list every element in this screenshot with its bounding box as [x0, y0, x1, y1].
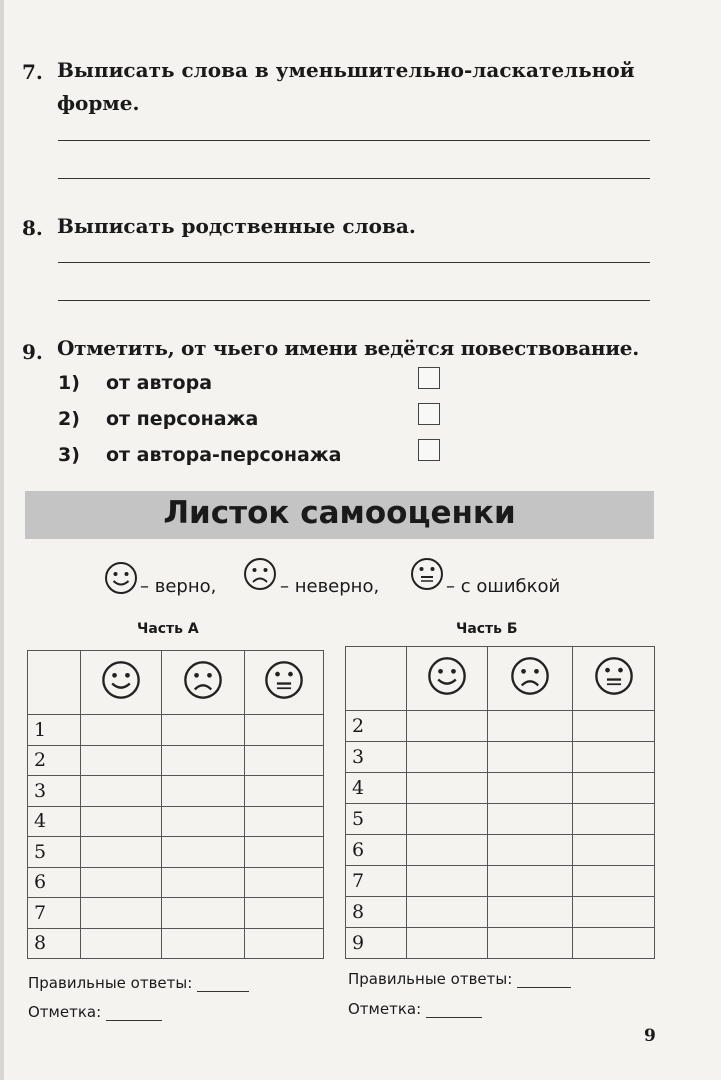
answer-cell[interactable]	[488, 835, 573, 866]
answer-cell[interactable]	[245, 867, 324, 898]
answer-cell[interactable]	[162, 928, 245, 959]
answer-cell[interactable]	[245, 745, 324, 776]
answer-cell[interactable]	[573, 897, 655, 928]
answer-cell[interactable]	[81, 776, 162, 807]
answer-cell[interactable]	[573, 711, 655, 742]
sad-face-icon	[243, 557, 277, 591]
answer-cell[interactable]	[488, 866, 573, 897]
self-assessment-banner	[25, 491, 654, 539]
answer-cell[interactable]	[573, 804, 655, 835]
answer-cell[interactable]	[162, 806, 245, 837]
sad-face-icon	[183, 660, 223, 700]
answer-cell[interactable]	[81, 745, 162, 776]
answer-cell[interactable]	[573, 866, 655, 897]
row-number: 2	[346, 711, 407, 742]
option-label: от автора	[106, 372, 213, 394]
page-edge	[0, 0, 4, 1080]
answer-cell[interactable]	[162, 745, 245, 776]
smile-face-icon	[427, 656, 467, 696]
table-cell	[245, 651, 324, 715]
smile-face-icon	[101, 660, 141, 700]
answer-cell[interactable]	[81, 867, 162, 898]
table-row	[28, 806, 324, 837]
table-row	[28, 867, 324, 898]
question-8-number: 8.	[22, 216, 43, 240]
table-row	[28, 776, 324, 807]
answer-cell[interactable]	[407, 897, 488, 928]
table-row	[28, 928, 324, 959]
answer-cell[interactable]	[245, 837, 324, 868]
answer-cell[interactable]	[573, 835, 655, 866]
option-1	[58, 372, 212, 394]
option-2	[58, 408, 258, 430]
row-number: 9	[346, 928, 407, 959]
table-row	[346, 835, 655, 866]
answer-line[interactable]	[58, 178, 650, 179]
answer-cell[interactable]	[407, 835, 488, 866]
table-cell	[162, 651, 245, 715]
legend-incorrect-label: – неверно,	[280, 576, 380, 597]
row-number: 3	[346, 742, 407, 773]
question-7-number: 7.	[22, 60, 43, 84]
table-cell	[488, 647, 573, 711]
answer-cell[interactable]	[162, 867, 245, 898]
table-cell	[573, 647, 655, 711]
grade-blank[interactable]	[426, 1001, 482, 1018]
answer-cell[interactable]	[81, 715, 162, 746]
table-row	[346, 866, 655, 897]
answer-cell[interactable]	[162, 898, 245, 929]
question-9-text: Отметить, от чьего имени ведётся повествование.	[57, 336, 639, 360]
answer-cell[interactable]	[488, 773, 573, 804]
answer-cell[interactable]	[488, 897, 573, 928]
table-row	[346, 711, 655, 742]
part-a-label: Часть А	[137, 621, 199, 637]
answer-cell[interactable]	[407, 773, 488, 804]
row-number: 6	[28, 867, 81, 898]
part-a-correct-answers	[28, 974, 249, 992]
option-1-checkbox[interactable]	[418, 367, 440, 389]
question-7-text-cont: форме.	[57, 91, 140, 115]
answer-cell[interactable]	[407, 711, 488, 742]
legend-correct-label: – верно,	[140, 576, 217, 597]
row-number: 7	[346, 866, 407, 897]
option-number: 1)	[58, 372, 80, 394]
table-cell	[28, 651, 81, 715]
question-9-number: 9.	[22, 340, 43, 364]
part-a-grade	[28, 1003, 162, 1021]
question-7-text: Выписать слова в уменьшительно-ласкательной	[57, 58, 635, 82]
correct-answers-label: Правильные ответы:	[28, 974, 193, 992]
answer-line[interactable]	[58, 300, 650, 301]
part-b-table	[345, 646, 655, 959]
answer-cell[interactable]	[245, 715, 324, 746]
answer-cell[interactable]	[81, 928, 162, 959]
row-number: 8	[28, 928, 81, 959]
table-row	[346, 928, 655, 959]
question-8-text: Выписать родственные слова.	[57, 214, 416, 238]
row-number: 7	[28, 898, 81, 929]
answer-cell[interactable]	[245, 928, 324, 959]
table-row	[28, 898, 324, 929]
row-number: 4	[346, 773, 407, 804]
answer-cell[interactable]	[162, 776, 245, 807]
answer-cell[interactable]	[81, 806, 162, 837]
table-row	[28, 837, 324, 868]
table-row	[28, 715, 324, 746]
table-row	[346, 773, 655, 804]
legend-with-error-label: – с ошибкой	[446, 576, 561, 597]
answer-cell[interactable]	[245, 806, 324, 837]
row-number: 4	[28, 806, 81, 837]
option-label: от автора-персонажа	[106, 444, 342, 466]
neutral-face-icon	[410, 557, 444, 591]
row-number: 1	[28, 715, 81, 746]
answer-cell[interactable]	[488, 742, 573, 773]
part-b-correct-answers	[348, 970, 571, 988]
answer-cell[interactable]	[81, 898, 162, 929]
grade-label: Отметка:	[28, 1003, 102, 1021]
neutral-face-icon	[594, 656, 634, 696]
answer-cell[interactable]	[488, 928, 573, 959]
table-row	[346, 897, 655, 928]
answer-line[interactable]	[58, 140, 650, 141]
option-label: от персонажа	[106, 408, 259, 430]
page-number: 9	[644, 1026, 656, 1046]
correct-answers-blank[interactable]	[517, 971, 571, 988]
table-row	[346, 742, 655, 773]
answer-cell[interactable]	[488, 711, 573, 742]
answer-cell[interactable]	[81, 837, 162, 868]
table-cell	[81, 651, 162, 715]
grade-blank[interactable]	[106, 1004, 162, 1021]
answer-cell[interactable]	[407, 742, 488, 773]
answer-cell[interactable]	[573, 928, 655, 959]
row-number: 2	[28, 745, 81, 776]
part-a-table	[27, 650, 324, 959]
neutral-face-icon	[264, 660, 304, 700]
smile-face-icon	[104, 561, 138, 595]
correct-answers-label: Правильные ответы:	[348, 970, 513, 988]
answer-cell[interactable]	[573, 742, 655, 773]
answer-cell[interactable]	[245, 898, 324, 929]
answer-cell[interactable]	[162, 715, 245, 746]
answer-cell[interactable]	[407, 928, 488, 959]
table-header-row	[346, 647, 655, 711]
part-b-grade	[348, 1000, 482, 1018]
grade-label: Отметка:	[348, 1000, 422, 1018]
option-number: 2)	[58, 408, 80, 430]
answer-cell[interactable]	[407, 866, 488, 897]
banner-title: Листок самооценки	[163, 495, 516, 531]
correct-answers-blank[interactable]	[197, 975, 249, 992]
table-header-row	[28, 651, 324, 715]
part-b-label: Часть Б	[456, 621, 518, 637]
row-number: 6	[346, 835, 407, 866]
answer-cell[interactable]	[573, 773, 655, 804]
table-row	[28, 745, 324, 776]
table-row	[346, 804, 655, 835]
answer-cell[interactable]	[245, 776, 324, 807]
option-3	[58, 444, 342, 466]
sad-face-icon	[510, 656, 550, 696]
answer-line[interactable]	[58, 262, 650, 263]
row-number: 5	[346, 804, 407, 835]
row-number: 8	[346, 897, 407, 928]
option-3-checkbox[interactable]	[418, 439, 440, 461]
option-2-checkbox[interactable]	[418, 403, 440, 425]
answer-cell[interactable]	[407, 804, 488, 835]
table-cell	[346, 647, 407, 711]
answer-cell[interactable]	[488, 804, 573, 835]
answer-cell[interactable]	[162, 837, 245, 868]
table-cell	[407, 647, 488, 711]
row-number: 3	[28, 776, 81, 807]
row-number: 5	[28, 837, 81, 868]
option-number: 3)	[58, 444, 80, 466]
